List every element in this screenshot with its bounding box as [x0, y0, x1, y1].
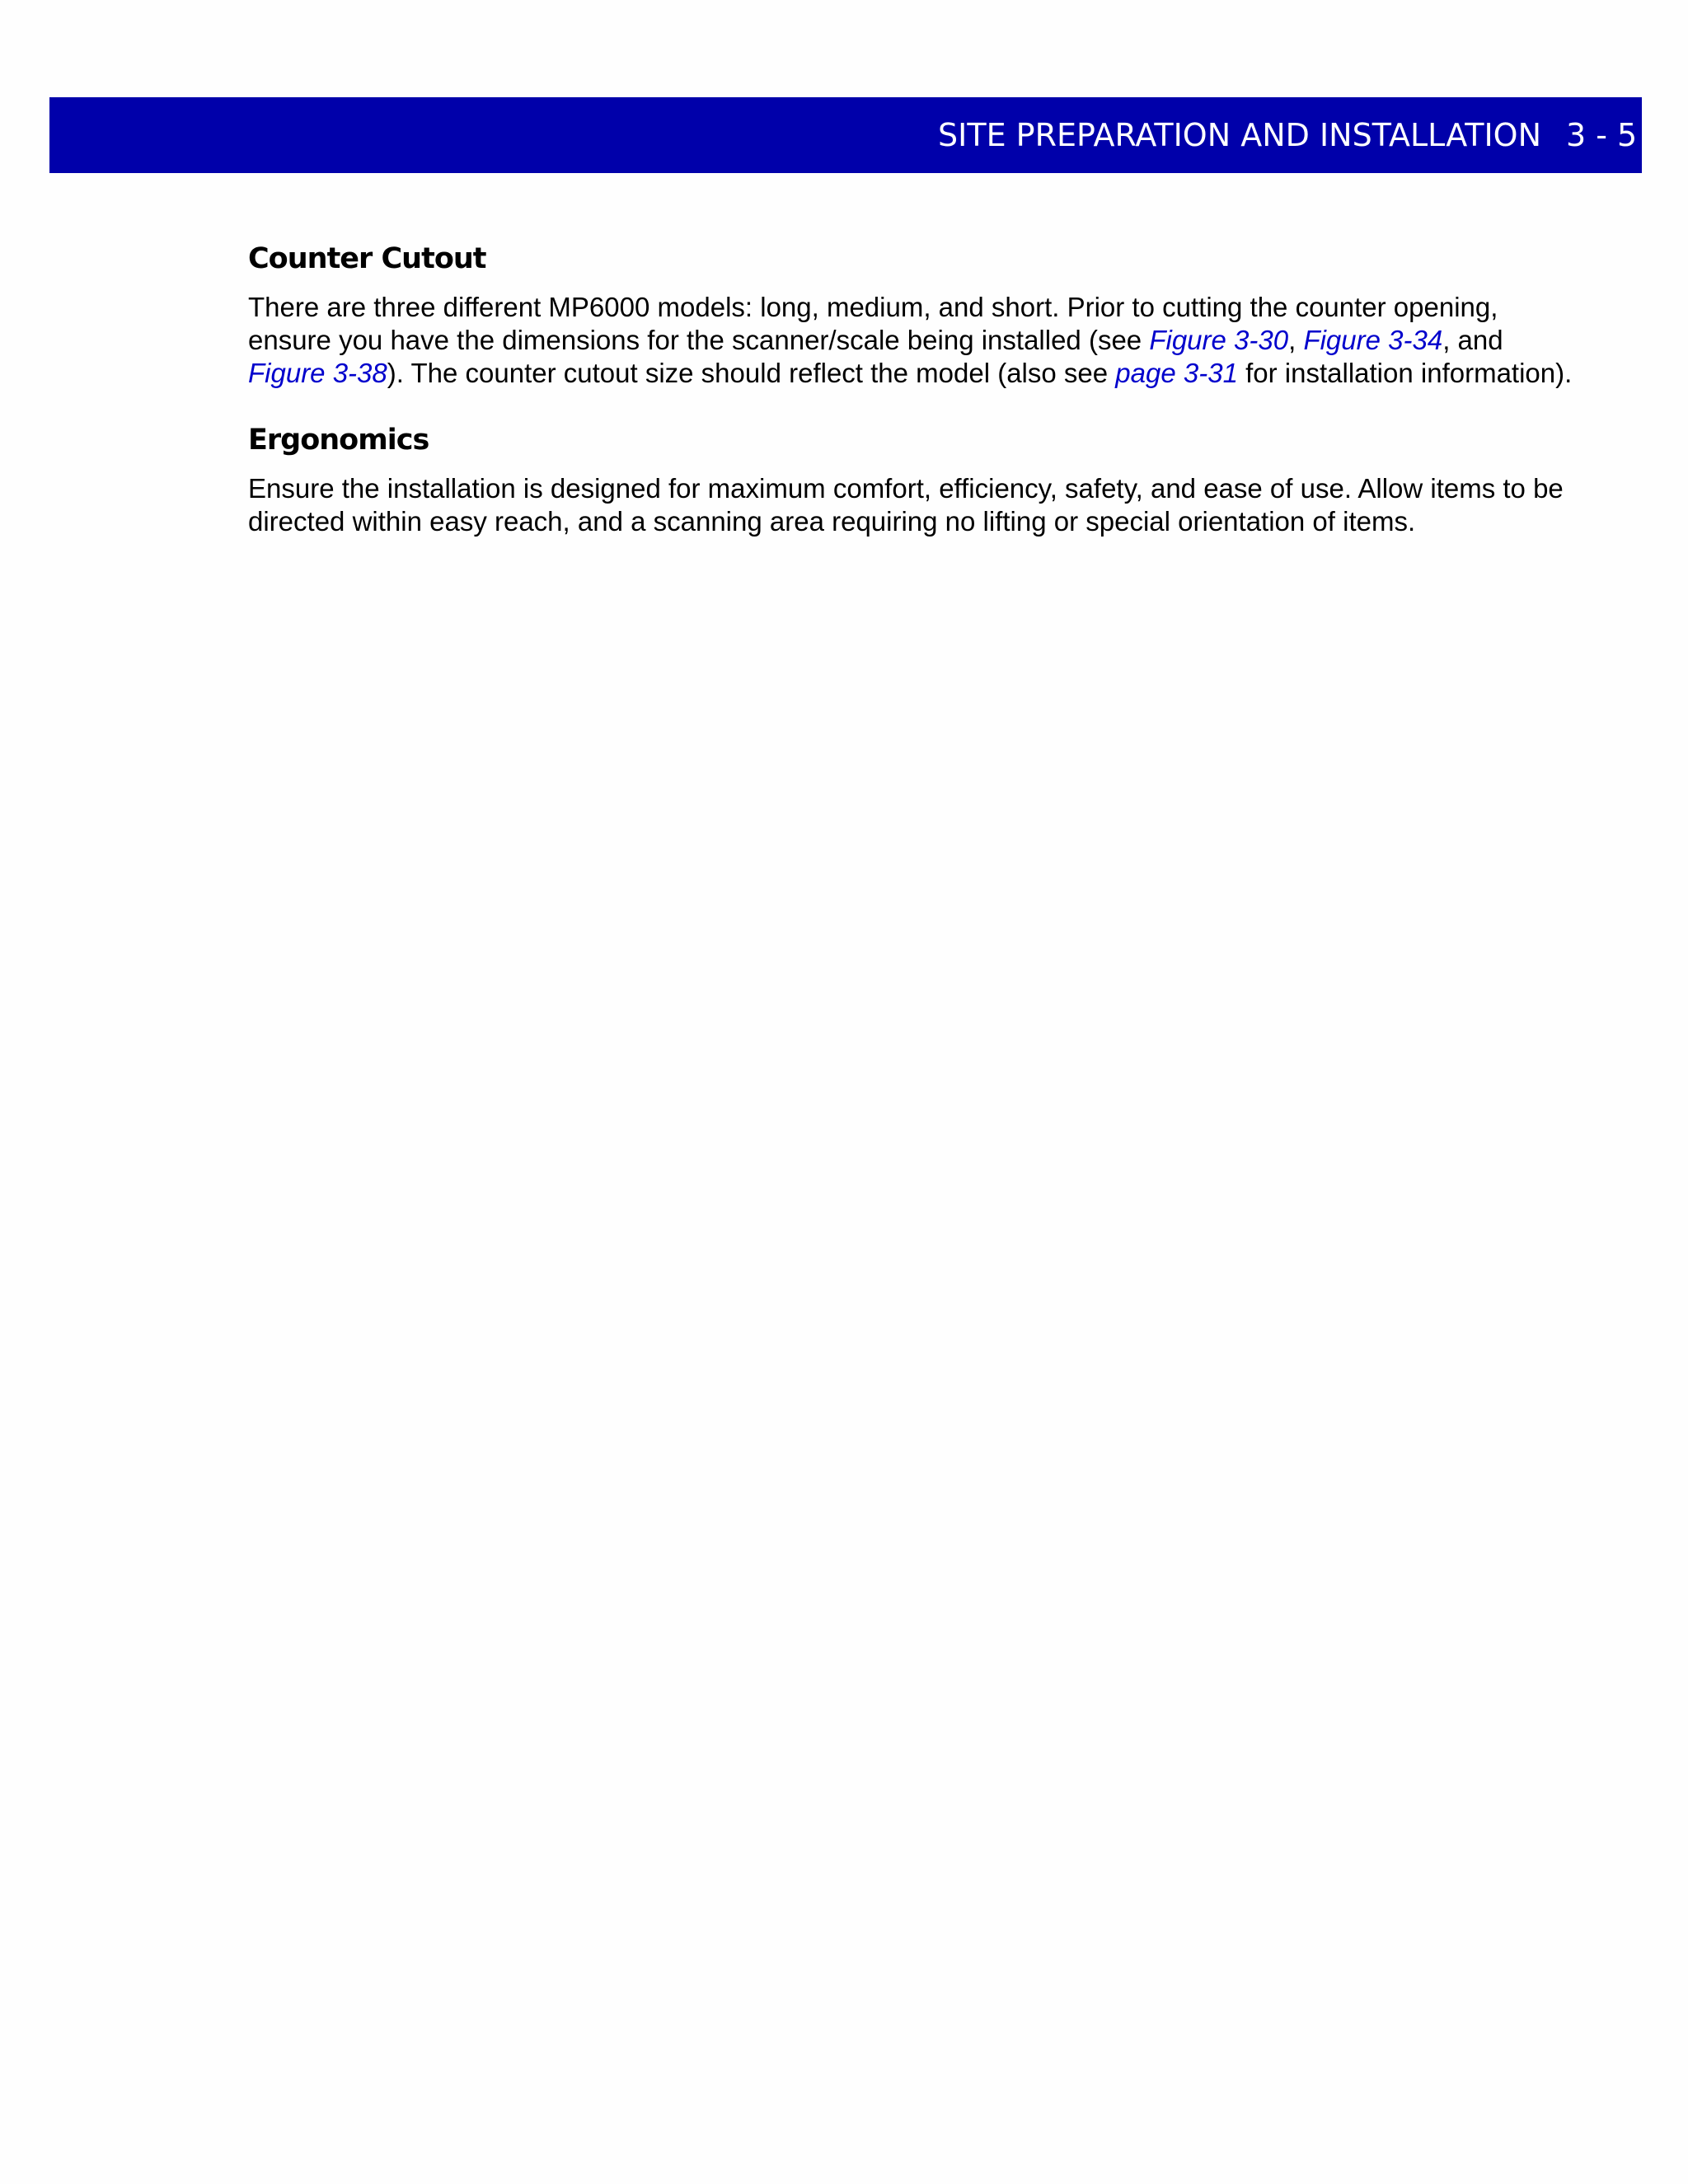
chapter-title: SITE PREPARATION AND INSTALLATION [938, 117, 1541, 153]
text-run: Ensure the installation is designed for maximum comfort, efficiency, safety, and ease of use. Allow items to be [248, 473, 1564, 504]
page-number: 3 - 5 [1566, 117, 1638, 153]
paragraph-ergonomics [248, 472, 1633, 538]
section-heading: Counter Cutout [248, 242, 486, 275]
page-header-bar [49, 97, 1642, 173]
text-run: There are three different MP6000 models: long, medium, and short. Prior to cutting the counter opening, [248, 292, 1498, 322]
section-ergonomics [248, 418, 1633, 538]
link-page-3-31[interactable]: page 3-31 [1115, 358, 1238, 388]
text-run: for installation information). [1237, 358, 1573, 388]
link-figure-3-38[interactable]: Figure 3-38 [248, 358, 387, 388]
text-run: directed within easy reach, and a scanning area requiring no lifting or special orientation of items. [248, 506, 1416, 537]
text-run: ensure you have the dimensions for the scanner/scale being installed (see [248, 325, 1150, 355]
text-run: , and [1442, 325, 1503, 355]
link-figure-3-34[interactable]: Figure 3-34 [1303, 325, 1443, 355]
text-run: ). The counter cutout size should reflect the model (also see [387, 358, 1116, 388]
section-heading: Ergonomics [248, 424, 429, 457]
section-counter-cutout [248, 237, 1633, 390]
text-run: , [1288, 325, 1304, 355]
paragraph-counter-cutout [248, 291, 1633, 390]
link-figure-3-30[interactable]: Figure 3-30 [1149, 325, 1289, 355]
page-content [248, 237, 1633, 538]
section-spacer [248, 390, 1633, 418]
